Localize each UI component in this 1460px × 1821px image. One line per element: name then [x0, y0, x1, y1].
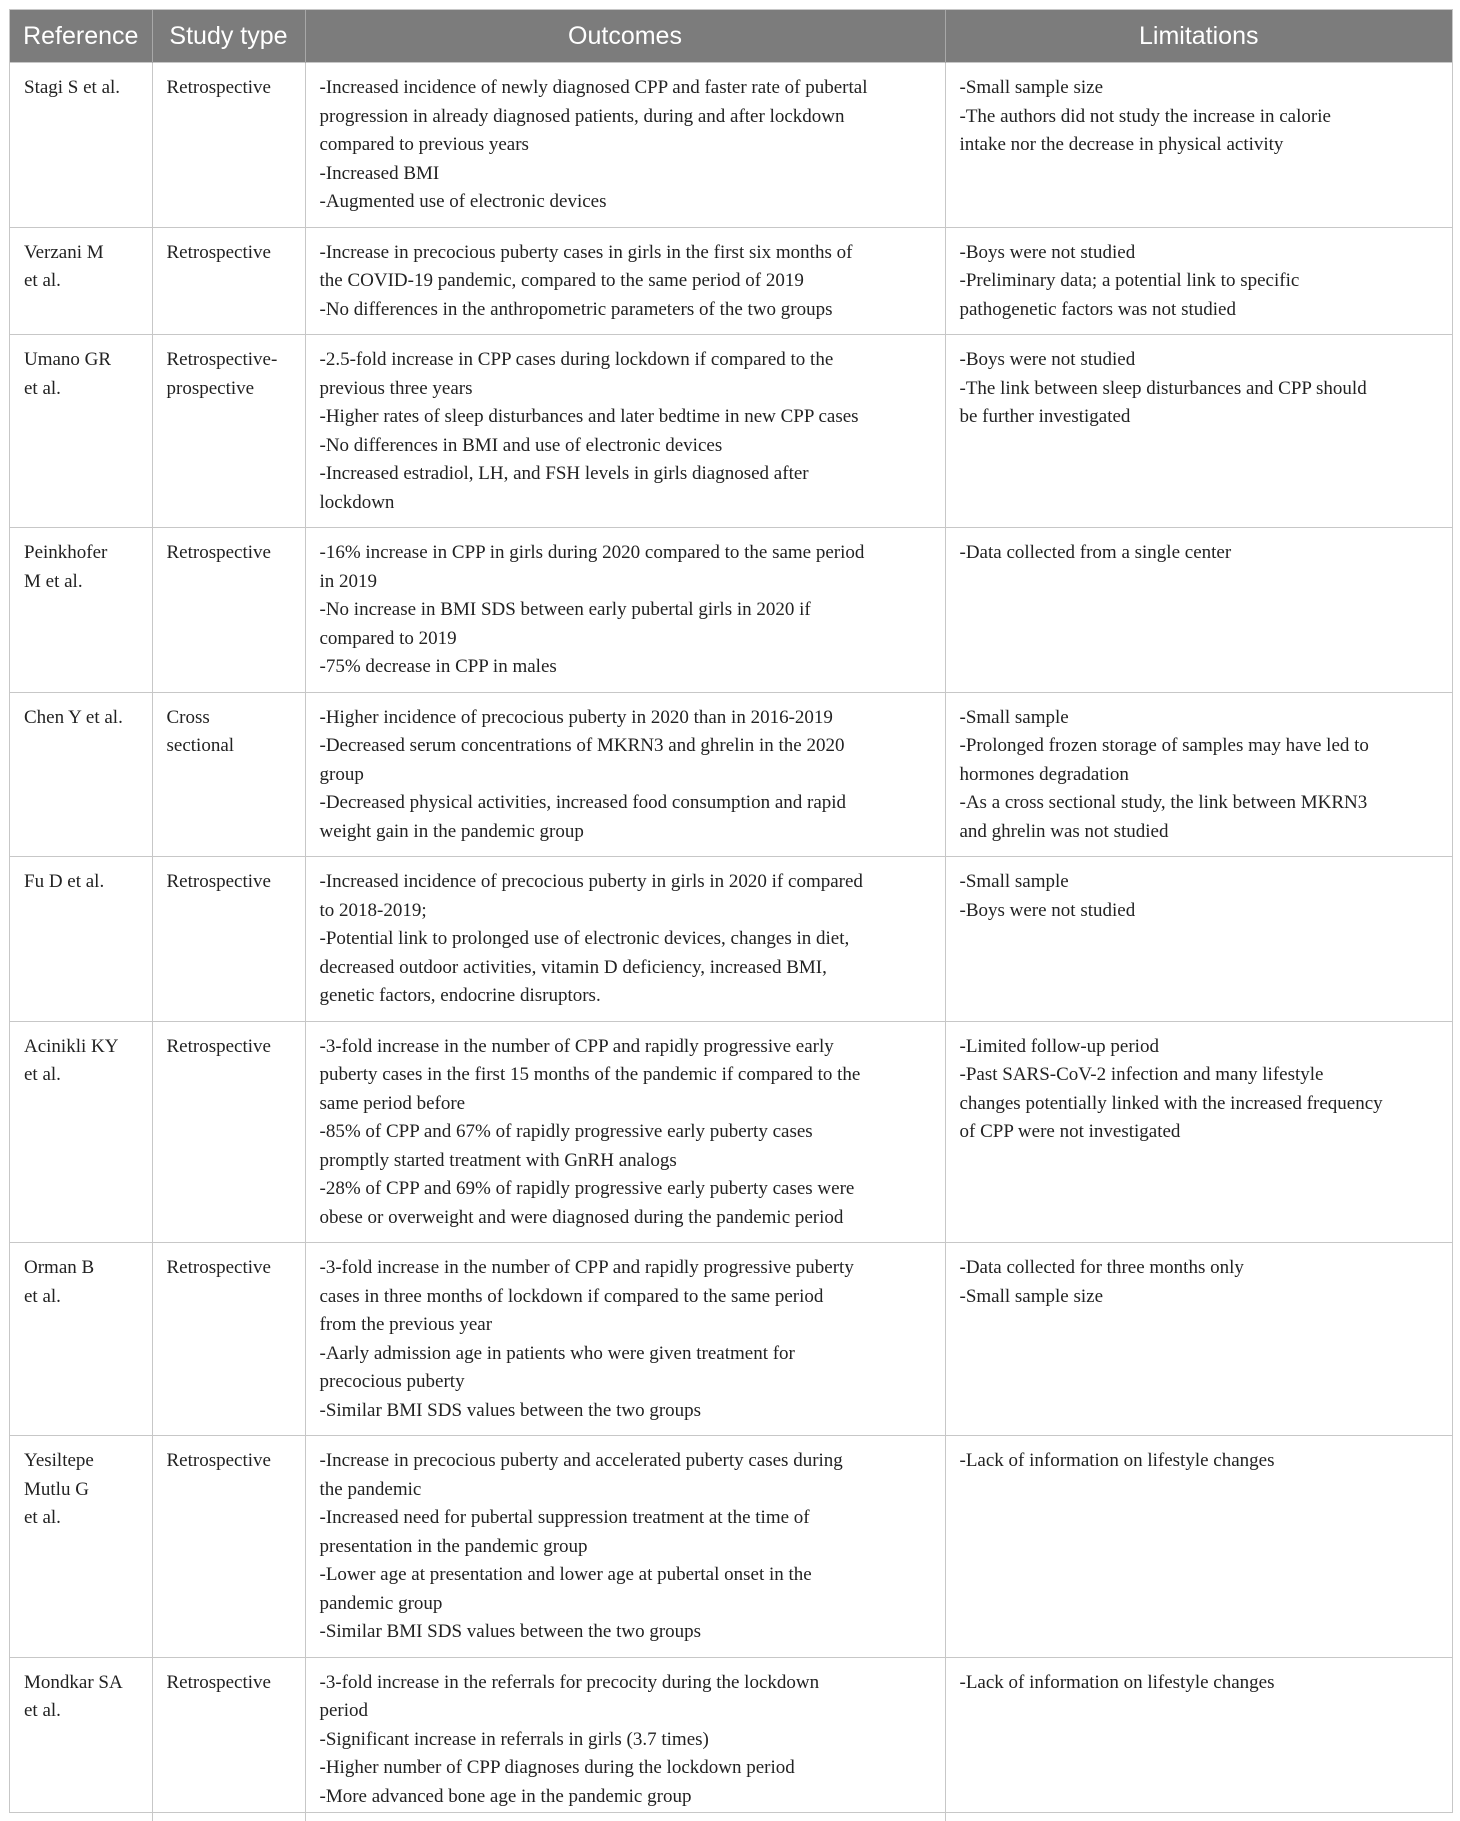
cell-text-line: Retrospective — [167, 868, 291, 897]
cell-text-line: -Increase in precocious puberty and accelerated puberty cases during — [320, 1447, 931, 1476]
study-type-cell — [152, 692, 305, 857]
cell-text-line: -No differences in the anthropometric parameters of the two groups — [320, 296, 931, 325]
cell-text-line: -Small sample size — [960, 1283, 1439, 1312]
table-row — [10, 1243, 1452, 1436]
study-type-cell — [152, 227, 305, 335]
study-type-cell — [152, 63, 305, 228]
outcomes-cell — [305, 227, 945, 335]
cell-text-line: -Lack of information on lifestyle changes — [960, 1669, 1439, 1698]
outcomes-cell — [305, 335, 945, 528]
cell-text-line: cases in three months of lockdown if compared to the same period — [320, 1283, 931, 1312]
cell-text-line: decreased outdoor activities, vitamin D deficiency, increased BMI, — [320, 954, 931, 983]
cell-text-line: et al. — [24, 375, 138, 404]
table-row — [10, 63, 1452, 228]
cell-text-line: -Higher incidence of precocious puberty in 2020 than in 2016-2019 — [320, 704, 931, 733]
cell-text-line: -Increased incidence of newly diagnosed CPP and faster rate of pubertal — [320, 74, 931, 103]
cell-text-line: period — [320, 1697, 931, 1726]
cell-text-line: -Data collected from a single center — [960, 539, 1439, 568]
cell-text-line: Retrospective — [167, 1669, 291, 1698]
cell-text-line: and ghrelin was not studied — [960, 818, 1439, 847]
table-row — [10, 1657, 1452, 1821]
cell-text-line: -Significant increase in referrals in girls (3.7 times) — [320, 1726, 931, 1755]
reference-cell — [10, 1436, 152, 1658]
cell-text-line: -28% of CPP and 69% of rapidly progressive early puberty cases were — [320, 1175, 931, 1204]
cell-text-line: -3-fold increase in the number of CPP and rapidly progressive early — [320, 1033, 931, 1062]
cell-text-line: -More advanced bone age in the pandemic group — [320, 1783, 931, 1812]
cell-text-line: pathogenetic factors was not studied — [960, 296, 1439, 325]
outcomes-cell — [305, 63, 945, 228]
cell-text-line: -Preliminary data; a potential link to specific — [960, 267, 1439, 296]
reference-cell — [10, 1657, 152, 1821]
cell-text-line: the pandemic — [320, 1476, 931, 1505]
studies-table — [10, 10, 1452, 1821]
cell-text-line: previous three years — [320, 375, 931, 404]
study-type-cell — [152, 1657, 305, 1821]
cell-text-line: Acinikli KY — [24, 1033, 138, 1062]
cell-text-line: -Data collected for three months only — [960, 1254, 1439, 1283]
cell-text-line: Yesiltepe — [24, 1447, 138, 1476]
cell-text-line: -Increased estradiol, LH, and FSH levels in girls diagnosed after — [320, 460, 931, 489]
cell-text-line: et al. — [24, 1061, 138, 1090]
cell-text-line: compared to 2019 — [320, 625, 931, 654]
limitations-cell — [945, 227, 1452, 335]
cell-text-line: -Small sample size — [960, 74, 1439, 103]
cell-text-line: precocious puberty — [320, 1368, 931, 1397]
cell-text-line: Retrospective — [167, 1254, 291, 1283]
cell-text-line: -Augmented use of electronic devices — [320, 188, 931, 217]
cell-text-line: -85% of CPP and 67% of rapidly progressive early puberty cases — [320, 1118, 931, 1147]
cell-text-line: et al. — [24, 1697, 138, 1726]
cell-text-line: Stagi S et al. — [24, 74, 138, 103]
cell-text-line: -Increased BMI — [320, 160, 931, 189]
cell-text-line: the COVID-19 pandemic, compared to the same period of 2019 — [320, 267, 931, 296]
study-type-cell — [152, 1021, 305, 1243]
study-type-cell — [152, 528, 305, 693]
cell-text-line: pandemic group — [320, 1590, 931, 1619]
cell-text-line: Retrospective — [167, 539, 291, 568]
cell-text-line: -Limited follow-up period — [960, 1033, 1439, 1062]
cell-text-line: Umano GR — [24, 346, 138, 375]
outcomes-cell — [305, 528, 945, 693]
limitations-cell — [945, 63, 1452, 228]
cell-text-line: compared to previous years — [320, 131, 931, 160]
cell-text-line: -No differences in BMI and use of electronic devices — [320, 432, 931, 461]
cell-text-line: -Potential link to prolonged use of electronic devices, changes in diet, — [320, 925, 931, 954]
cell-text-line: -Decreased physical activities, increased food consumption and rapid — [320, 789, 931, 818]
cell-text-line: M et al. — [24, 568, 138, 597]
cell-text-line: Cross — [167, 704, 291, 733]
outcomes-cell — [305, 1436, 945, 1658]
cell-text-line: -No increase in BMI SDS between early pubertal girls in 2020 if — [320, 596, 931, 625]
cell-text-line: -As a cross sectional study, the link between MKRN3 — [960, 789, 1439, 818]
cell-text-line: Mutlu G — [24, 1476, 138, 1505]
outcomes-cell — [305, 692, 945, 857]
table-row — [10, 692, 1452, 857]
limitations-cell — [945, 692, 1452, 857]
study-type-cell — [152, 335, 305, 528]
cell-text-line: -Similar BMI SDS values between the two groups — [320, 1397, 931, 1426]
cell-text-line: genetic factors, endocrine disruptors. — [320, 982, 931, 1011]
header-study-type: Study type — [152, 10, 305, 63]
limitations-cell — [945, 528, 1452, 693]
outcomes-cell — [305, 1657, 945, 1821]
cell-text-line: -Lower age at presentation and lower age at pubertal onset in the — [320, 1561, 931, 1590]
cell-text-line: -Higher number of CPP diagnoses during the lockdown period — [320, 1754, 931, 1783]
cell-text-line: -Past SARS-CoV-2 infection and many lifestyle — [960, 1061, 1439, 1090]
cell-text-line: puberty cases in the first 15 months of the pandemic if compared to the — [320, 1061, 931, 1090]
table-row — [10, 528, 1452, 693]
cell-text-line: -Small sample — [960, 868, 1439, 897]
cell-text-line: of CPP were not investigated — [960, 1118, 1439, 1147]
cell-text-line: -Boys were not studied — [960, 346, 1439, 375]
cell-text-line: group — [320, 761, 931, 790]
cell-text-line: Mondkar SA — [24, 1669, 138, 1698]
cell-text-line: progression in already diagnosed patients, during and after lockdown — [320, 103, 931, 132]
reference-cell — [10, 227, 152, 335]
cell-text-line: Retrospective — [167, 74, 291, 103]
cell-text-line: -Boys were not studied — [960, 897, 1439, 926]
cell-text-line: same period before — [320, 1090, 931, 1119]
header-limitations: Limitations — [945, 10, 1452, 63]
cell-text-line: promptly started treatment with GnRH analogs — [320, 1147, 931, 1176]
cell-text-line: -2.5-fold increase in CPP cases during lockdown if compared to the — [320, 346, 931, 375]
cell-text-line: Peinkhofer — [24, 539, 138, 568]
reference-cell — [10, 692, 152, 857]
outcomes-cell — [305, 1021, 945, 1243]
table-body — [10, 63, 1452, 1821]
cell-text-line: in 2019 — [320, 568, 931, 597]
limitations-cell — [945, 1436, 1452, 1658]
cell-text-line: -Lack of information on lifestyle changes — [960, 1447, 1439, 1476]
cell-text-line: Chen Y et al. — [24, 704, 138, 733]
header-outcomes: Outcomes — [305, 10, 945, 63]
limitations-cell — [945, 335, 1452, 528]
study-type-cell — [152, 1243, 305, 1436]
cell-text-line: -Similar BMI SDS values between the two groups — [320, 1618, 931, 1647]
outcomes-cell — [305, 857, 945, 1022]
study-type-cell — [152, 857, 305, 1022]
cell-text-line: Retrospective — [167, 239, 291, 268]
cell-text-line: -Increased incidence of precocious puberty in girls in 2020 if compared — [320, 868, 931, 897]
limitations-cell — [945, 857, 1452, 1022]
reference-cell — [10, 63, 152, 228]
cell-text-line: -The link between sleep disturbances and CPP should — [960, 375, 1439, 404]
header-reference: Reference — [10, 10, 152, 63]
table-row — [10, 335, 1452, 528]
cell-text-line: -Prolonged frozen storage of samples may have led to — [960, 732, 1439, 761]
cell-text-line: hormones degradation — [960, 761, 1439, 790]
cell-text-line: lockdown — [320, 489, 931, 518]
cell-text-line: -Aarly admission age in patients who were given treatment for — [320, 1340, 931, 1369]
table-row — [10, 1436, 1452, 1658]
table-row — [10, 227, 1452, 335]
table-row — [10, 1021, 1452, 1243]
cell-text-line: from the previous year — [320, 1311, 931, 1340]
header-row — [10, 10, 1452, 63]
cell-text-line: weight gain in the pandemic group — [320, 818, 931, 847]
study-type-cell — [152, 1436, 305, 1658]
cell-text-line: Fu D et al. — [24, 868, 138, 897]
cell-text-line: Retrospective — [167, 1033, 291, 1062]
reference-cell — [10, 1243, 152, 1436]
cell-text-line: et al. — [24, 267, 138, 296]
outcomes-cell — [305, 1243, 945, 1436]
cell-text-line: et al. — [24, 1283, 138, 1312]
cell-text-line: presentation in the pandemic group — [320, 1533, 931, 1562]
reference-cell — [10, 335, 152, 528]
reference-cell — [10, 1021, 152, 1243]
cell-text-line: Verzani M — [24, 239, 138, 268]
cell-text-line: -16% increase in CPP in girls during 2020 compared to the same period — [320, 539, 931, 568]
cell-text-line: -Decreased serum concentrations of MKRN3 and ghrelin in the 2020 — [320, 732, 931, 761]
cell-text-line: -Small sample — [960, 704, 1439, 733]
cell-text-line: be further investigated — [960, 403, 1439, 432]
cell-text-line: to 2018-2019; — [320, 897, 931, 926]
table-container — [9, 9, 1453, 1813]
cell-text-line: -Increase in precocious puberty cases in girls in the first six months of — [320, 239, 931, 268]
cell-text-line: -75% decrease in CPP in males — [320, 653, 931, 682]
cell-text-line: et al. — [24, 1504, 138, 1533]
cell-text-line: -Boys were not studied — [960, 239, 1439, 268]
limitations-cell — [945, 1657, 1452, 1821]
cell-text-line: changes potentially linked with the increased frequency — [960, 1090, 1439, 1119]
reference-cell — [10, 528, 152, 693]
cell-text-line: Retrospective — [167, 1447, 291, 1476]
cell-text-line: -3-fold increase in the number of CPP and rapidly progressive puberty — [320, 1254, 931, 1283]
cell-text-line: Retrospective- — [167, 346, 291, 375]
cell-text-line: -Higher rates of sleep disturbances and later bedtime in new CPP cases — [320, 403, 931, 432]
limitations-cell — [945, 1243, 1452, 1436]
cell-text-line: -Increased need for pubertal suppression treatment at the time of — [320, 1504, 931, 1533]
cell-text-line: obese or overweight and were diagnosed during the pandemic period — [320, 1204, 931, 1233]
cell-text-line: Orman B — [24, 1254, 138, 1283]
cell-text-line: sectional — [167, 732, 291, 761]
cell-text-line: prospective — [167, 375, 291, 404]
table-row — [10, 857, 1452, 1022]
cell-text-line: -The authors did not study the increase in calorie — [960, 103, 1439, 132]
cell-text-line: intake nor the decrease in physical activity — [960, 131, 1439, 160]
cell-text-line: -3-fold increase in the referrals for precocity during the lockdown — [320, 1669, 931, 1698]
reference-cell — [10, 857, 152, 1022]
limitations-cell — [945, 1021, 1452, 1243]
